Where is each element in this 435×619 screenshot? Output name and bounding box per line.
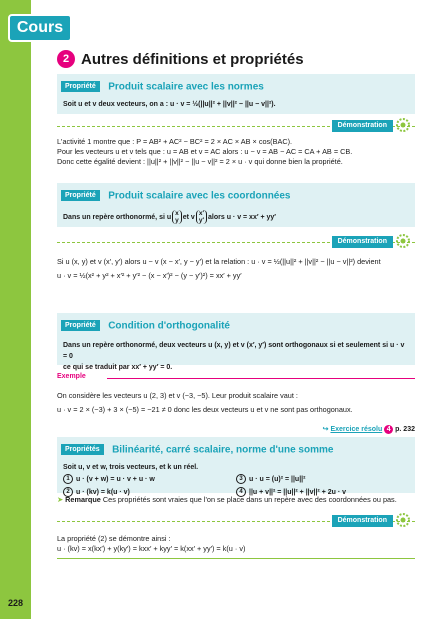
example-bar bbox=[57, 373, 415, 383]
property-box-orthogonality bbox=[57, 313, 415, 371]
vector-u-coords: x y bbox=[172, 210, 182, 224]
property-label: Propriété bbox=[61, 190, 100, 201]
end-rule bbox=[57, 558, 415, 559]
property-box-norms bbox=[57, 74, 415, 114]
statement-part-1: Dans un repère orthonormé, si u bbox=[63, 213, 172, 221]
example-label: Exemple bbox=[57, 373, 86, 380]
demo1-line2: Pour les vecteurs u et v tels que : u = AB et v = AC alors : u − v = AB − AC = CA + AB = CB. bbox=[57, 147, 353, 156]
demonstration-bar bbox=[57, 515, 415, 527]
property-item bbox=[63, 474, 236, 484]
example-text bbox=[57, 389, 415, 417]
sidebar-band bbox=[0, 0, 31, 619]
vector-v-coords: x′ y′ bbox=[196, 210, 207, 224]
section-number: 2 bbox=[57, 50, 75, 68]
statement-line-2: ce qui se traduit par xx′ + yy′ = 0. bbox=[63, 364, 173, 371]
item-text: u · (v + w) = u · v + u · w bbox=[76, 475, 155, 483]
property-statement: Soit u et v deux vecteurs, on a : u · v = ½(||u||² + ||v||² − ||u − v||²). bbox=[63, 101, 276, 108]
remark-text: Ces propriétés sont vraies que l'on se place dans un repère avec des coordonnées ou pas. bbox=[102, 495, 397, 504]
gear-icon bbox=[395, 512, 411, 528]
demo2-line1: Si u (x, y) et v (x′, y′) alors u − v (x − x′, y − y′) et la relation : u · v = ½(||u||² + ||v||² − ||u − v||²) devient bbox=[57, 257, 381, 266]
demonstration-bar bbox=[57, 120, 415, 132]
item-number: 3 bbox=[236, 474, 246, 484]
statement-part-2: et v bbox=[182, 213, 195, 221]
page-number: 228 bbox=[8, 598, 24, 608]
properties-list bbox=[63, 474, 409, 497]
cours-tab: Cours bbox=[8, 14, 72, 42]
arrow-icon: ↪ bbox=[322, 426, 329, 433]
demo2-line2: u · v = ½(x² + y² + x′² + y′² − (x − x′)² − (y − y′)²) = xx′ + yy′ bbox=[57, 271, 242, 280]
property-box-coordinates bbox=[57, 183, 415, 227]
demo1-line3: Donc cette égalité devient : ||u||² + ||v||² − ||u − v||² = 2 × u · v qui donne bien la propriété. bbox=[57, 157, 343, 166]
property-title: Condition d'orthogonalité bbox=[108, 320, 230, 332]
demo3-line1: La propriété (2) se démontre ainsi : bbox=[57, 534, 171, 543]
demonstration-label: Démonstration bbox=[332, 515, 393, 527]
exercise-link-row bbox=[57, 425, 415, 435]
item-text: ||u + v||² = ||u||² + ||v||² + 2u · v bbox=[249, 488, 347, 496]
example-line2: u · v = 2 × (−3) + 3 × (−5) = −21 ≠ 0 donc les deux vecteurs u et v ne sont pas orthogonaux. bbox=[57, 405, 353, 414]
exercise-page: p. 232 bbox=[395, 426, 415, 433]
demonstration-text-1 bbox=[57, 137, 415, 167]
demo3-line2: u · (kv) = x(kx′) + y(ky′) = kxx′ + kyy′ = k(xx′ + yy′) = k(u · v) bbox=[57, 544, 246, 553]
exercise-link[interactable]: Exercice résolu bbox=[330, 426, 383, 433]
demo1-line1: L'activité 1 montre que : P = AB² + AC² − BC² = 2 × AC × AB × cos(BAC). bbox=[57, 137, 293, 146]
property-box-bilinearity bbox=[57, 437, 415, 496]
property-label: Propriété bbox=[61, 81, 100, 92]
remark bbox=[57, 495, 415, 505]
exercise-number: 4 bbox=[384, 425, 393, 434]
remark-icon: ➤ bbox=[57, 495, 64, 504]
item-text: u · (kv) = k(u · v) bbox=[76, 488, 130, 496]
demonstration-bar bbox=[57, 236, 415, 248]
property-label: Propriété bbox=[61, 320, 100, 331]
remark-label: Remarque bbox=[65, 495, 101, 504]
section-title: Autres définitions et propriétés bbox=[81, 50, 304, 68]
property-title: Produit scalaire avec les coordonnées bbox=[108, 190, 291, 202]
property-title: Bilinéarité, carré scalaire, norme d'une somme bbox=[112, 444, 334, 456]
property-title: Produit scalaire avec les normes bbox=[108, 81, 264, 93]
item-text: u · u = (u)² = ||u||² bbox=[249, 475, 306, 483]
item-number: 2 bbox=[63, 487, 73, 497]
statement-part-3: alors u · v = xx′ + yy′ bbox=[208, 213, 276, 221]
gear-icon bbox=[395, 117, 411, 133]
property-item bbox=[236, 474, 409, 484]
section-heading bbox=[57, 50, 304, 68]
demonstration-label: Démonstration bbox=[332, 120, 393, 132]
item-number: 4 bbox=[236, 487, 246, 497]
gear-icon bbox=[395, 233, 411, 249]
statement-line-1: Dans un repère orthonormé, deux vecteurs u (x, y) et v (x′, y′) sont orthogonaux si et seulement si u · v = 0 bbox=[63, 342, 405, 360]
demonstration-text-3 bbox=[57, 534, 415, 554]
properties-intro: Soit u, v et w, trois vecteurs, et k un réel. bbox=[63, 464, 199, 471]
property-statement bbox=[57, 207, 415, 230]
example-line1: On considère les vecteurs u (2, 3) et v (−3, −5). Leur produit scalaire vaut : bbox=[57, 391, 298, 400]
demonstration-text-2 bbox=[57, 255, 415, 283]
item-number: 1 bbox=[63, 474, 73, 484]
demonstration-label: Démonstration bbox=[332, 236, 393, 248]
property-label: Propriétés bbox=[61, 444, 104, 455]
